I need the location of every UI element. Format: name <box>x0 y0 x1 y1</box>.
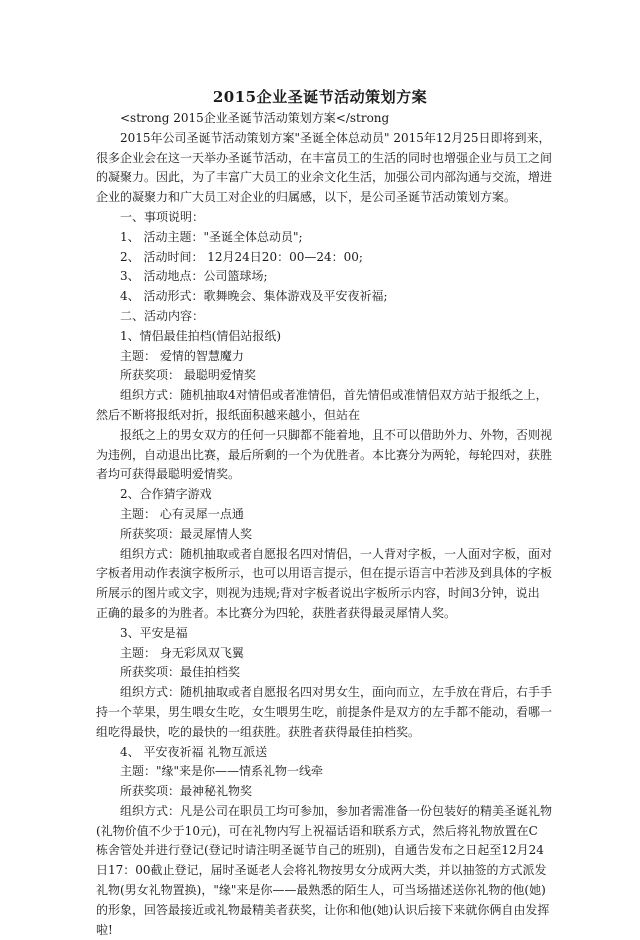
body-line: 啦! <box>96 922 113 937</box>
body-line: 2、合作猜字游戏 <box>120 487 212 502</box>
body-line: 主题： 心有灵犀一点通 <box>120 506 244 521</box>
body-line: 正确的最多的为胜者。本比赛分为四轮，获胜者获得最灵犀情人奖。 <box>96 605 457 620</box>
body-line: 很多企业会在这一天举办圣诞节活动，在丰富员工的生活的同时也增强企业与员工之间 <box>96 150 553 165</box>
body-line: 主题： 身无彩凤双飞翼 <box>120 645 244 660</box>
body-line: 持一个苹果，男生喂女生吃，女生喂男生吃，前提条件是双方的左手都不能动，看哪一 <box>96 704 553 719</box>
body-line: 字板者用动作表演字板所示，也可以用语言提示，但在提示语言中若涉及到具体的字板 <box>96 566 553 581</box>
body-line: 企业的凝聚力和广大员工对企业的归属感，以下，是公司圣诞节活动策划方案。 <box>96 190 517 205</box>
body-line: 的凝聚力。因此，为了丰富广大员工的业余文化生活，加强公司内部沟通与交流，增进 <box>96 170 553 185</box>
body-line: 组织方式：随机抽取或者自愿报名四对男女生，面向而立，左手放在背后，右手手 <box>120 685 553 700</box>
body-line: 主题： 爱情的智慧魔力 <box>120 348 244 363</box>
body-line: 礼物(男女礼物置换)，"缘"来是你——最熟悉的陌生人，可当场描述送你礼物的他(她) <box>96 883 546 898</box>
body-line: 3、 活动地点：公司篮球场; <box>120 269 268 284</box>
body-line: 所获奖项：最灵犀情人奖 <box>120 526 253 541</box>
body-line: 4、 活动形式：歌舞晚会、集体游戏及平安夜祈福; <box>120 289 388 304</box>
body-line: 组织方式：随机抽取4对情侣或者准情侣，首先情侣或准情侣双方站于报纸之上， <box>120 388 548 403</box>
body-line: 日17：00截止登记，届时圣诞老人会将礼物按男女分成两大类，并以抽签的方式派发 <box>96 863 547 878</box>
body-line: 栋舍管处并进行登记(登记时请注明圣诞节自己的班别)，自通告发布之日起至12月24 <box>96 843 544 858</box>
document-body <box>96 109 566 940</box>
body-line: 2、 活动时间： 12月24日20：00—24：00; <box>120 249 363 264</box>
body-line: 组吃得最快，吃的最快的一组获胜。获胜者获得最佳拍档奖。 <box>96 724 421 739</box>
body-line: 3、平安是福 <box>120 625 188 640</box>
body-line: (礼物价值不少于10元)，可在礼物内写上祝福话语和联系方式，然后将礼物放置在C <box>96 823 538 838</box>
body-line: 1、情侣最佳拍档(情侣站报纸) <box>120 328 281 343</box>
body-line: 1、 活动主题："圣诞全体总动员"; <box>120 229 303 244</box>
body-line: 所展示的图片或文字，则视为违规;背对字板者说出字板所示内容，时间3分钟，说出 <box>96 586 540 601</box>
body-line: 报纸之上的男女双方的任何一只脚都不能着地，且不可以借助外力、外物，否则视 <box>120 427 553 442</box>
body-line: 所获奖项：最神秘礼物奖 <box>120 784 253 799</box>
body-line: 4、 平安夜祈福 礼物互派送 <box>120 744 268 759</box>
body-line: 主题："缘"来是你——情系礼物一线牵 <box>120 764 324 779</box>
body-line: 2015年公司圣诞节活动策划方案"圣诞全体总动员" 2015年12月25日即将到来， <box>120 130 551 145</box>
body-line: 一、事项说明： <box>120 209 205 224</box>
body-line: 组织方式：凡是公司在职员工均可参加，参加者需准备一份包装好的精美圣诞礼物 <box>120 803 553 818</box>
body-line: 的形象，回答最接近或礼物最精美者获奖，让你和他(她)认识后接下来就你俩自由发挥 <box>96 902 550 917</box>
body-line: <strong 2015企业圣诞节活动策划方案</strong <box>120 111 390 125</box>
body-line: 所获奖项：最佳拍档奖 <box>120 665 241 680</box>
body-line: 二、活动内容： <box>120 308 205 323</box>
body-line: 为违例，自动退出比赛，最后所剩的一个为优胜者。本比赛分为两轮，每轮四对，获胜 <box>96 447 553 462</box>
body-line: 然后不断将报纸对折，报纸面积越来越小，但站在 <box>96 407 361 422</box>
document-title: 2015企业圣诞节活动策划方案 <box>212 88 428 106</box>
body-line: 组织方式：随机抽取或者自愿报名四对情侣，一人背对字板，一人面对字板，面对 <box>120 546 553 561</box>
body-line: 者均可获得最聪明爱情奖。 <box>96 467 241 482</box>
body-line: 所获奖项： 最聪明爱情奖 <box>120 368 256 383</box>
